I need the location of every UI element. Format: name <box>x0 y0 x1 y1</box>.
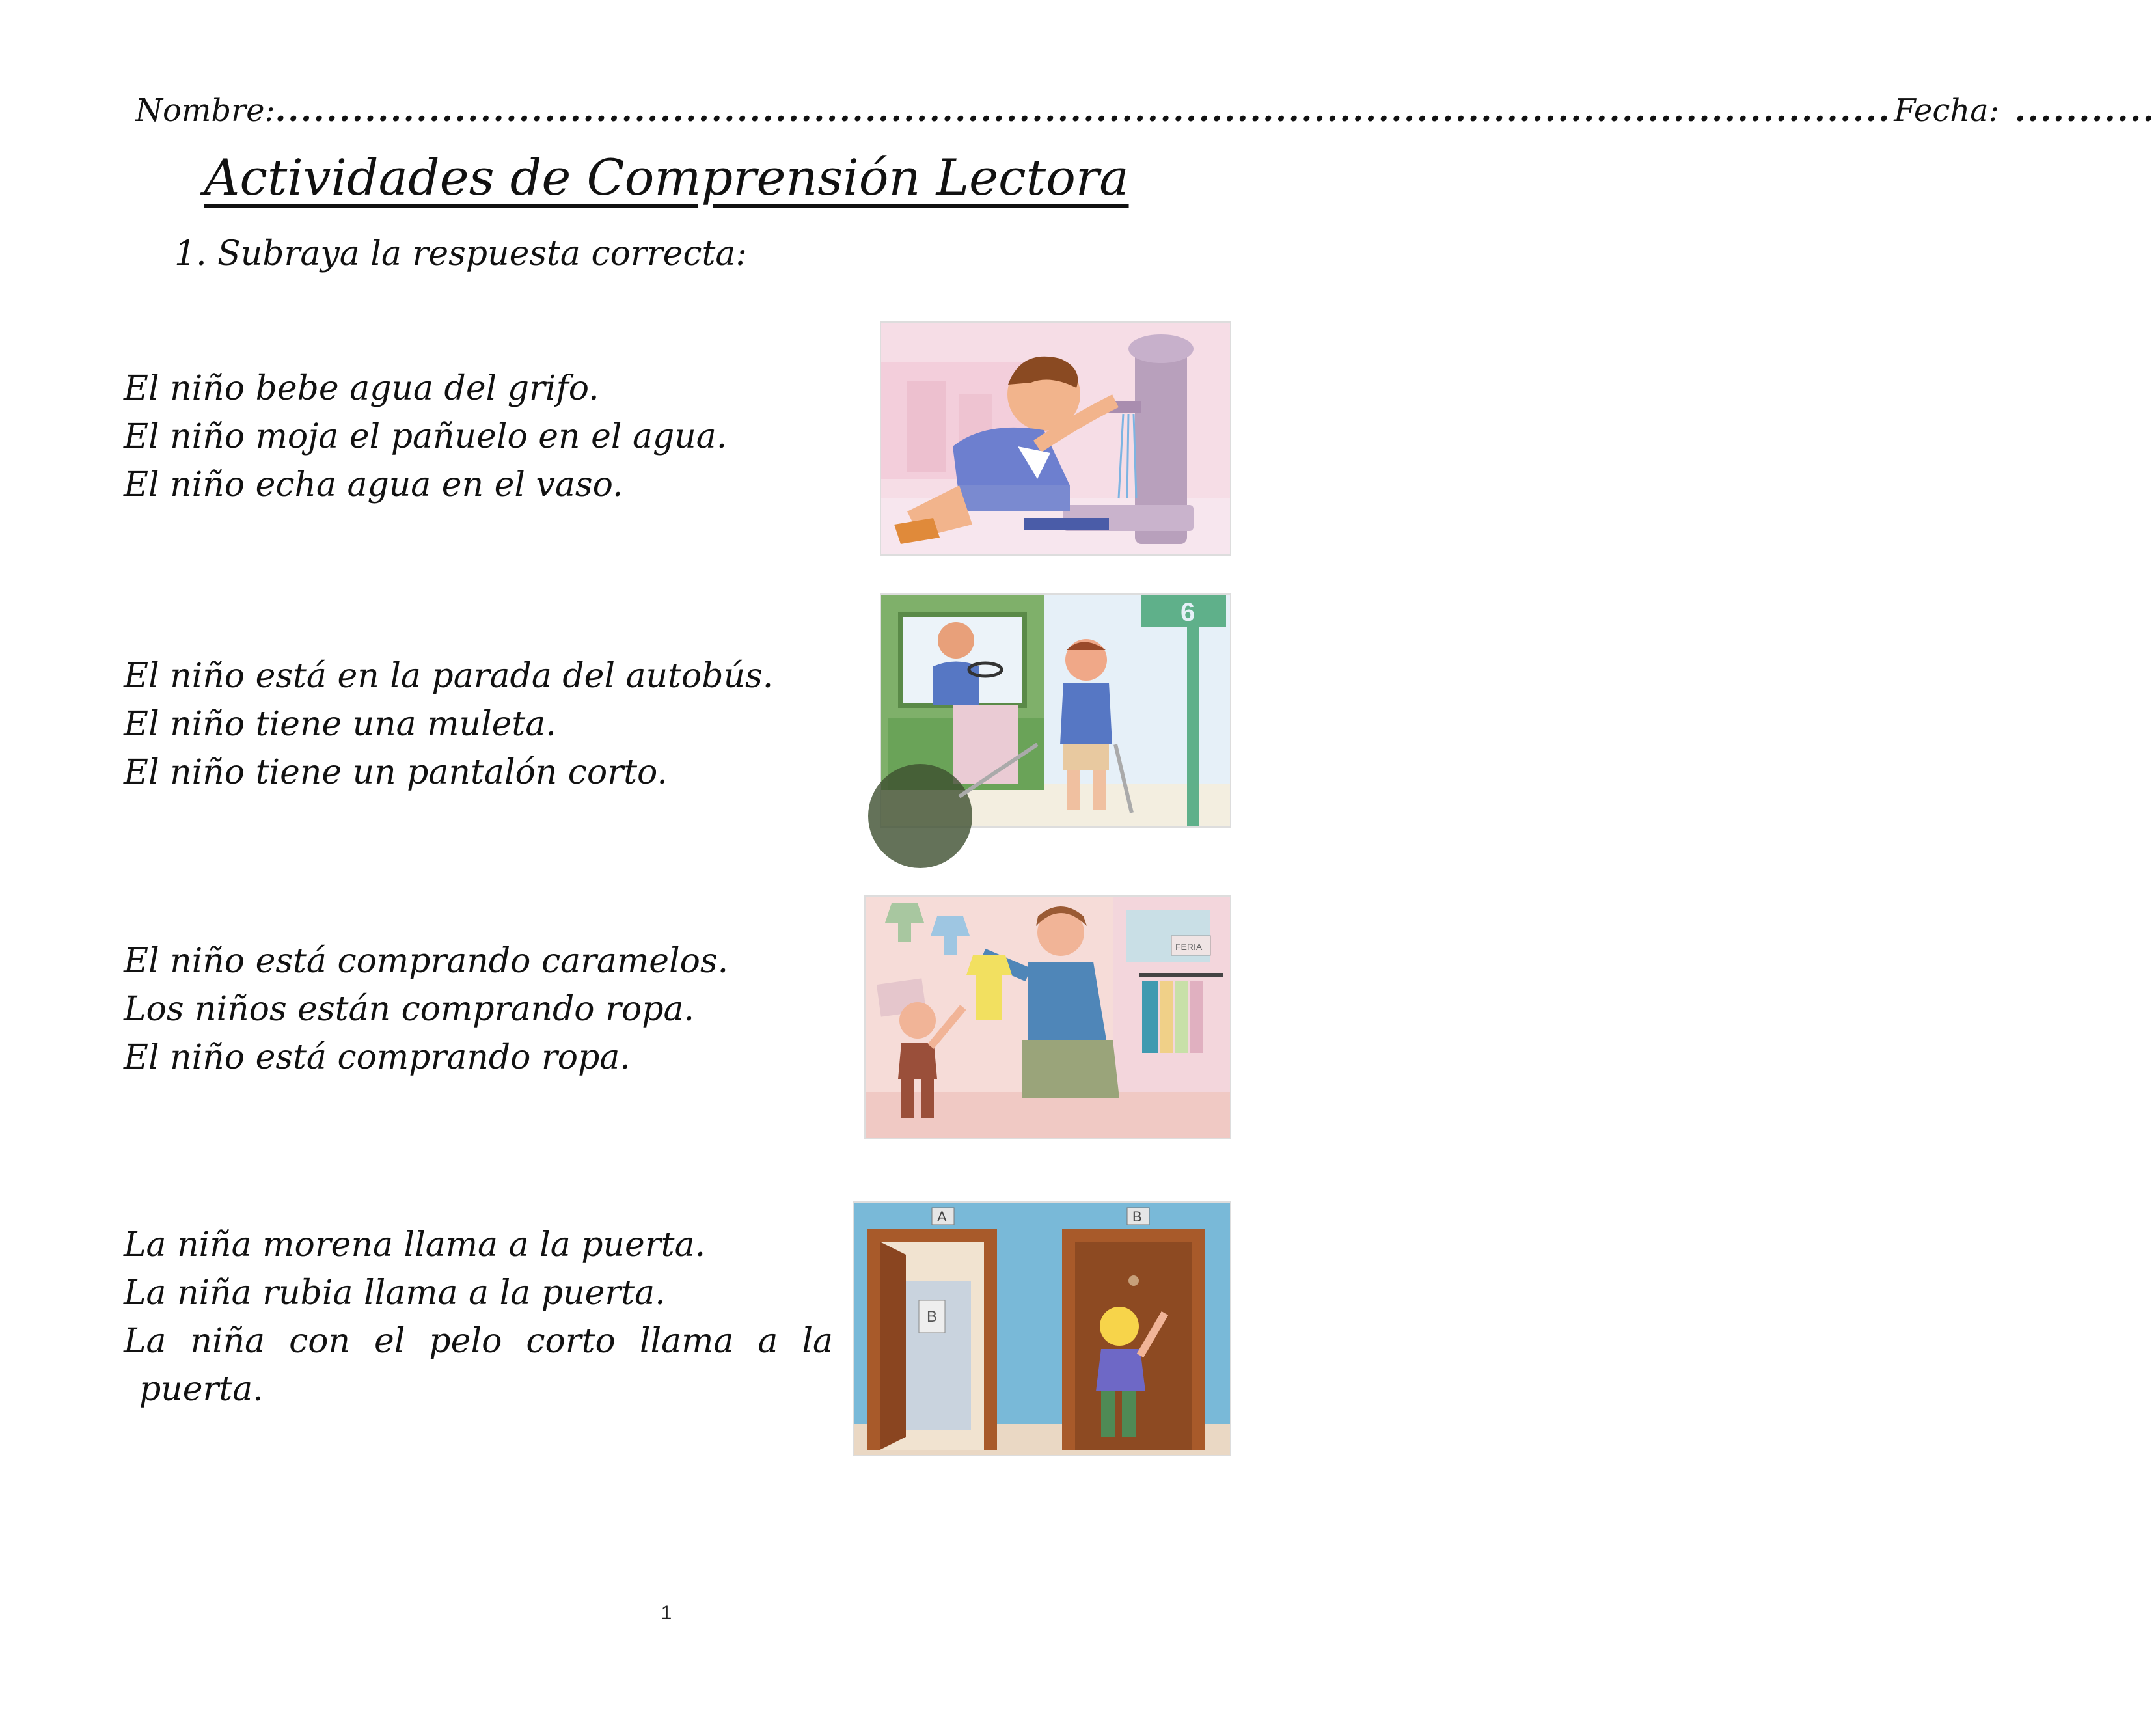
illustration-clothing-shop <box>864 895 1231 1139</box>
door-a-letter: A <box>937 1208 947 1225</box>
name-label: Nombre: <box>135 92 275 129</box>
exercise-4 <box>124 1221 833 1413</box>
name-blank: .............................................................................................................................. <box>275 92 1892 129</box>
answer-option[interactable]: El niño está comprando ropa. <box>124 1038 631 1077</box>
illustration-fountain <box>880 321 1231 556</box>
answer-option[interactable]: El niño moja el pañuelo en el agua. <box>124 417 728 456</box>
page-number: 1 <box>661 1602 672 1624</box>
answer-option[interactable]: El niño está comprando caramelos. <box>124 942 729 981</box>
date-blank: ........... <box>2014 92 2156 129</box>
answer-option-continuation[interactable]: puerta. <box>139 1370 264 1409</box>
answer-option[interactable]: La niña morena llama a la puerta. <box>124 1225 706 1264</box>
exercise-3 <box>124 937 872 1082</box>
door-inner-letter: B <box>927 1308 938 1326</box>
answer-option[interactable]: Los niños están comprando ropa. <box>124 990 695 1029</box>
illustration-doors <box>853 1201 1231 1456</box>
answer-option[interactable]: La niña con el pelo corto llama a la <box>124 1322 833 1361</box>
answer-option[interactable]: El niño bebe agua del grifo. <box>124 369 599 408</box>
answer-option[interactable]: El niño tiene una muleta. <box>124 705 556 744</box>
answer-option[interactable]: La niña rubia llama a la puerta. <box>124 1274 666 1313</box>
answer-option[interactable]: El niño tiene un pantalón corto. <box>124 753 668 792</box>
bus-stop-number: 6 <box>1180 598 1195 627</box>
page-title: Actividades de Comprensión Lectora <box>204 148 1129 206</box>
illustration-bus-stop <box>880 593 1231 828</box>
exercise-2 <box>124 652 872 797</box>
answer-option[interactable]: El niño echa agua en el vaso. <box>124 465 623 504</box>
instruction: 1. Subraya la respuesta correcta: <box>174 234 747 273</box>
door-b-letter: B <box>1132 1208 1142 1225</box>
shop-sign: FERIA <box>1175 942 1203 952</box>
answer-option[interactable]: El niño está en la parada del autobús. <box>124 657 774 696</box>
date-label: Fecha: <box>1894 92 1999 129</box>
header-line <box>135 77 2156 129</box>
exercise-1 <box>124 364 872 509</box>
